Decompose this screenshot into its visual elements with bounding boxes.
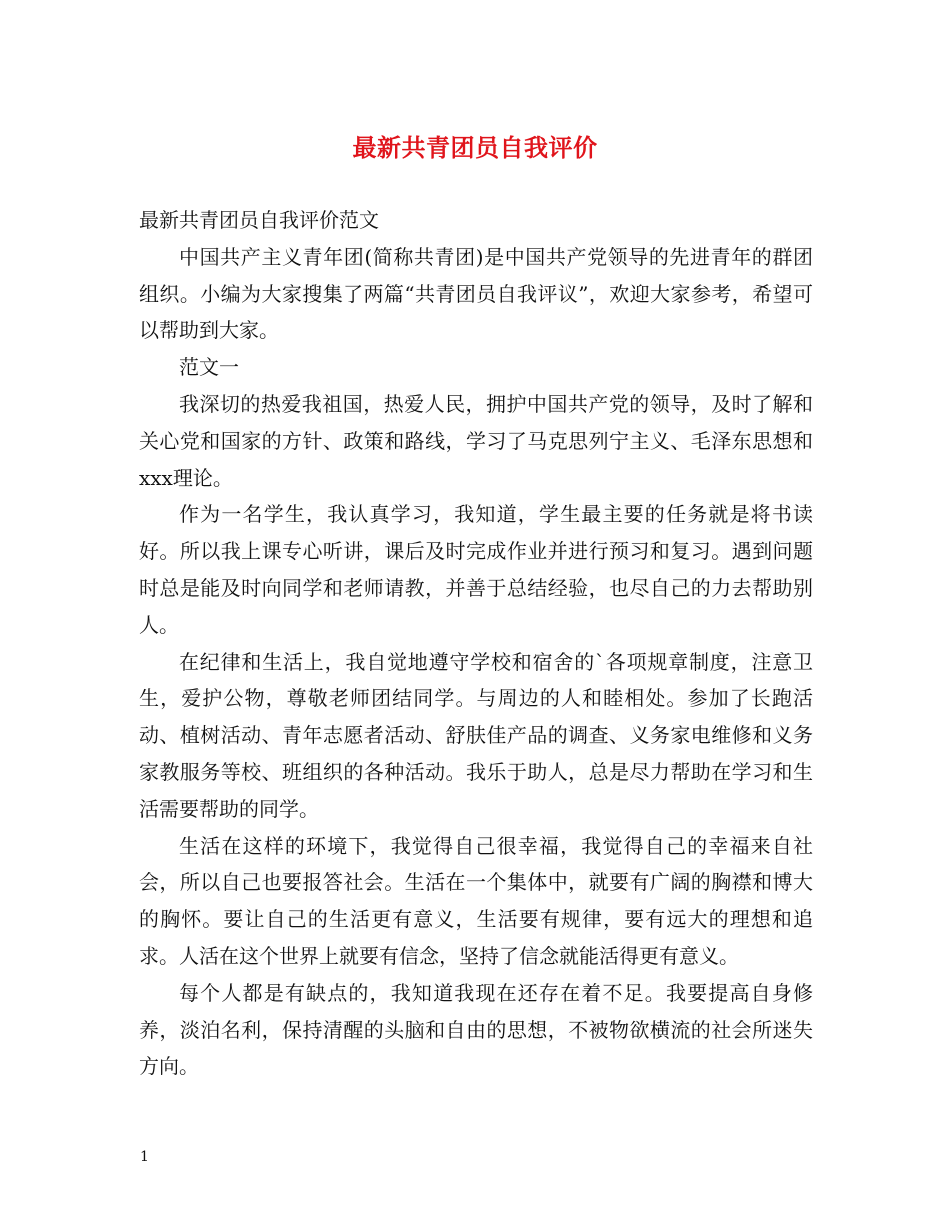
paragraph-shortcomings: 每个人都是有缺点的，我知道我现在还存在着不足。我要提高自身修养，淡泊名利，保持清醒的头脑和自由的思想，不被物欲横流的社会所迷失方向。 xyxy=(139,980,813,1079)
paragraph-discipline: 在纪律和生活上，我自觉地遵守学校和宿舍的`各项规章制度，注意卫生，爱护公物，尊敬老师团结同学。与周边的人和睦相处。参加了长跑活动、植树活动、青年志愿者活动、舒肤佳产品的调查、义务家电维修和义务家教服务等校、班组织的各种活动。我乐于助人，总是尽力帮助在学习和生活需要帮助的同学。 xyxy=(139,649,813,821)
paragraph-life: 生活在这样的环境下，我觉得自己很幸福，我觉得自己的幸福来自社会，所以自己也要报答社会。生活在一个集体中，就要有广阔的胸襟和博大的胸怀。要让自己的生活更有意义，生活要有规律，要有远大的理想和追求。人活在这个世界上就要有信念，坚持了信念就能活得更有意义。 xyxy=(139,833,813,968)
document-body xyxy=(139,202,813,1085)
paragraph-intro: 中国共产主义青年团(简称共青团)是中国共产党领导的先进青年的群团组织。小编为大家搜集了两篇“共青团员自我评议”，欢迎大家参考，希望可以帮助到大家。 xyxy=(139,244,813,343)
page-number: 1 xyxy=(140,1149,149,1165)
document-subtitle: 最新共青团员自我评价范文 xyxy=(139,208,379,232)
paragraph-study: 作为一名学生，我认真学习，我知道，学生最主要的任务就是将书读好。所以我上课专心听讲，课后及时完成作业并进行预习和复习。遇到问题时总是能及时向同学和老师请教，并善于总结经验，也尽自己的力去帮助别人。 xyxy=(139,502,813,637)
section-heading: 范文一 xyxy=(179,355,239,380)
document-title: 最新共青团员自我评价 xyxy=(352,133,598,162)
paragraph-patriotism: 我深切的热爱我祖国，热爱人民，拥护中国共产党的领导，及时了解和关心党和国家的方针、政策和路线，学习了马克思列宁主义、毛泽东思想和xxx理论。 xyxy=(139,391,813,490)
